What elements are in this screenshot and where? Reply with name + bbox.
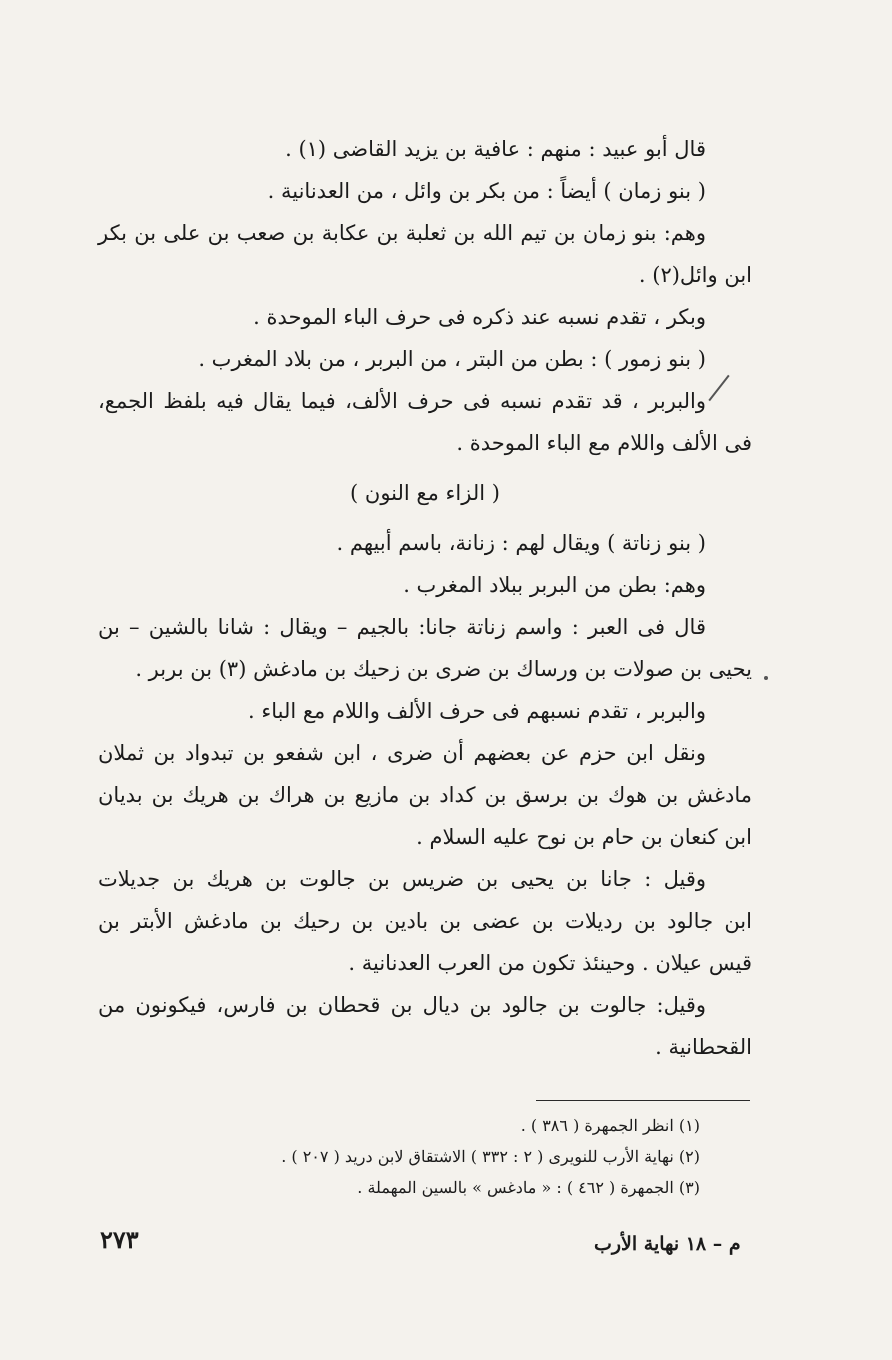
footnote-1: (١) انظر الجمهرة ( ٣٨٦ ) . xyxy=(520,1116,700,1135)
paragraph-line: والبربر ، قد تقدم نسبه فى حرف الألف، فيما يقال فيه بلفظ الجمع، xyxy=(98,389,706,413)
paragraph-line: مادغش بن هوك بن برسق بن كداد بن مازيع بن هراك بن هريك بن بديان xyxy=(98,783,752,807)
paragraph-line: قال أبو عبيد : منهم : عافية بن يزيد القاضى (١) . xyxy=(285,137,706,161)
paragraph-line: يحيى بن صولات بن ورساك بن ضرى بن زحيك بن مادغش (٣) بن بربر . xyxy=(135,657,752,681)
signature-mark: م – ١٨ نهاية الأرب xyxy=(594,1233,741,1255)
footnote-2: (٢) نهاية الأرب للنويرى ( ٢ : ٣٣٢ ) الاشتقاق لابن دريد ( ٢٠٧ ) . xyxy=(281,1147,700,1166)
paragraph-line: قال فى العبر : واسم زناتة جانا: بالجيم – ويقال : شانا بالشين – بن xyxy=(98,615,706,639)
footnotes xyxy=(180,1110,700,1203)
paragraph-line: ونقل ابن حزم عن بعضهم أن ضرى ، ابن شفعو بن تبدواد بن ثملان xyxy=(98,741,706,765)
main-text-block xyxy=(98,128,752,1068)
page-number: ٢٧٣ xyxy=(100,1225,139,1254)
paragraph-line: وهم: بطن من البربر ببلاد المغرب . xyxy=(403,573,706,597)
footnote-separator xyxy=(536,1100,750,1101)
paragraph-line: وهم: بنو زمان بن تيم الله بن ثعلبة بن عكابة بن صعب بن على بن بكر xyxy=(98,221,706,245)
footnote-3: (٣) الجمهرة ( ٤٦٢ ) : « مادغس » بالسين المهملة . xyxy=(357,1178,700,1197)
section-heading: ( الزاء مع النون ) xyxy=(350,481,500,505)
paragraph-line: ابن جالود بن رديلات بن عضى بن بادين بن رحيك بن مادغش الأبتر بن xyxy=(98,909,752,933)
paragraph-line: ( بنو زمور ) : بطن من البتر ، من البربر ، من بلاد المغرب . xyxy=(198,347,706,371)
paragraph-line: فى الألف واللام مع الباء الموحدة . xyxy=(456,431,752,455)
paragraph-line: قيس عيلان . وحينئذ تكون من العرب العدنانية . xyxy=(348,951,752,975)
paragraph-line: ( بنو زناتة ) ويقال لهم : زنانة، باسم أبيهم . xyxy=(336,531,706,555)
paragraph-line: ( بنو زمان ) أيضاً : من بكر بن وائل ، من العدنانية . xyxy=(267,179,706,203)
paragraph-line: وقيل: جالوت بن جالود بن ديال بن قحطان بن فارس، فيكونون من xyxy=(98,993,706,1017)
paragraph-line: وبكر ، تقدم نسبه عند ذكره فى حرف الباء الموحدة . xyxy=(253,305,706,329)
paragraph-line: وقيل : جانا بن يحيى بن ضريس بن جالوت بن هريك بن جديلات xyxy=(98,867,706,891)
margin-dot-mark xyxy=(764,676,768,680)
paragraph-line: ابن وائل(٢) . xyxy=(638,263,752,287)
paragraph-line: ابن كنعان بن حام بن نوح عليه السلام . xyxy=(416,825,752,849)
paragraph-line: القحطانية . xyxy=(655,1035,752,1059)
paragraph-line: والبربر ، تقدم نسبهم فى حرف الألف واللام مع الباء . xyxy=(247,699,706,723)
